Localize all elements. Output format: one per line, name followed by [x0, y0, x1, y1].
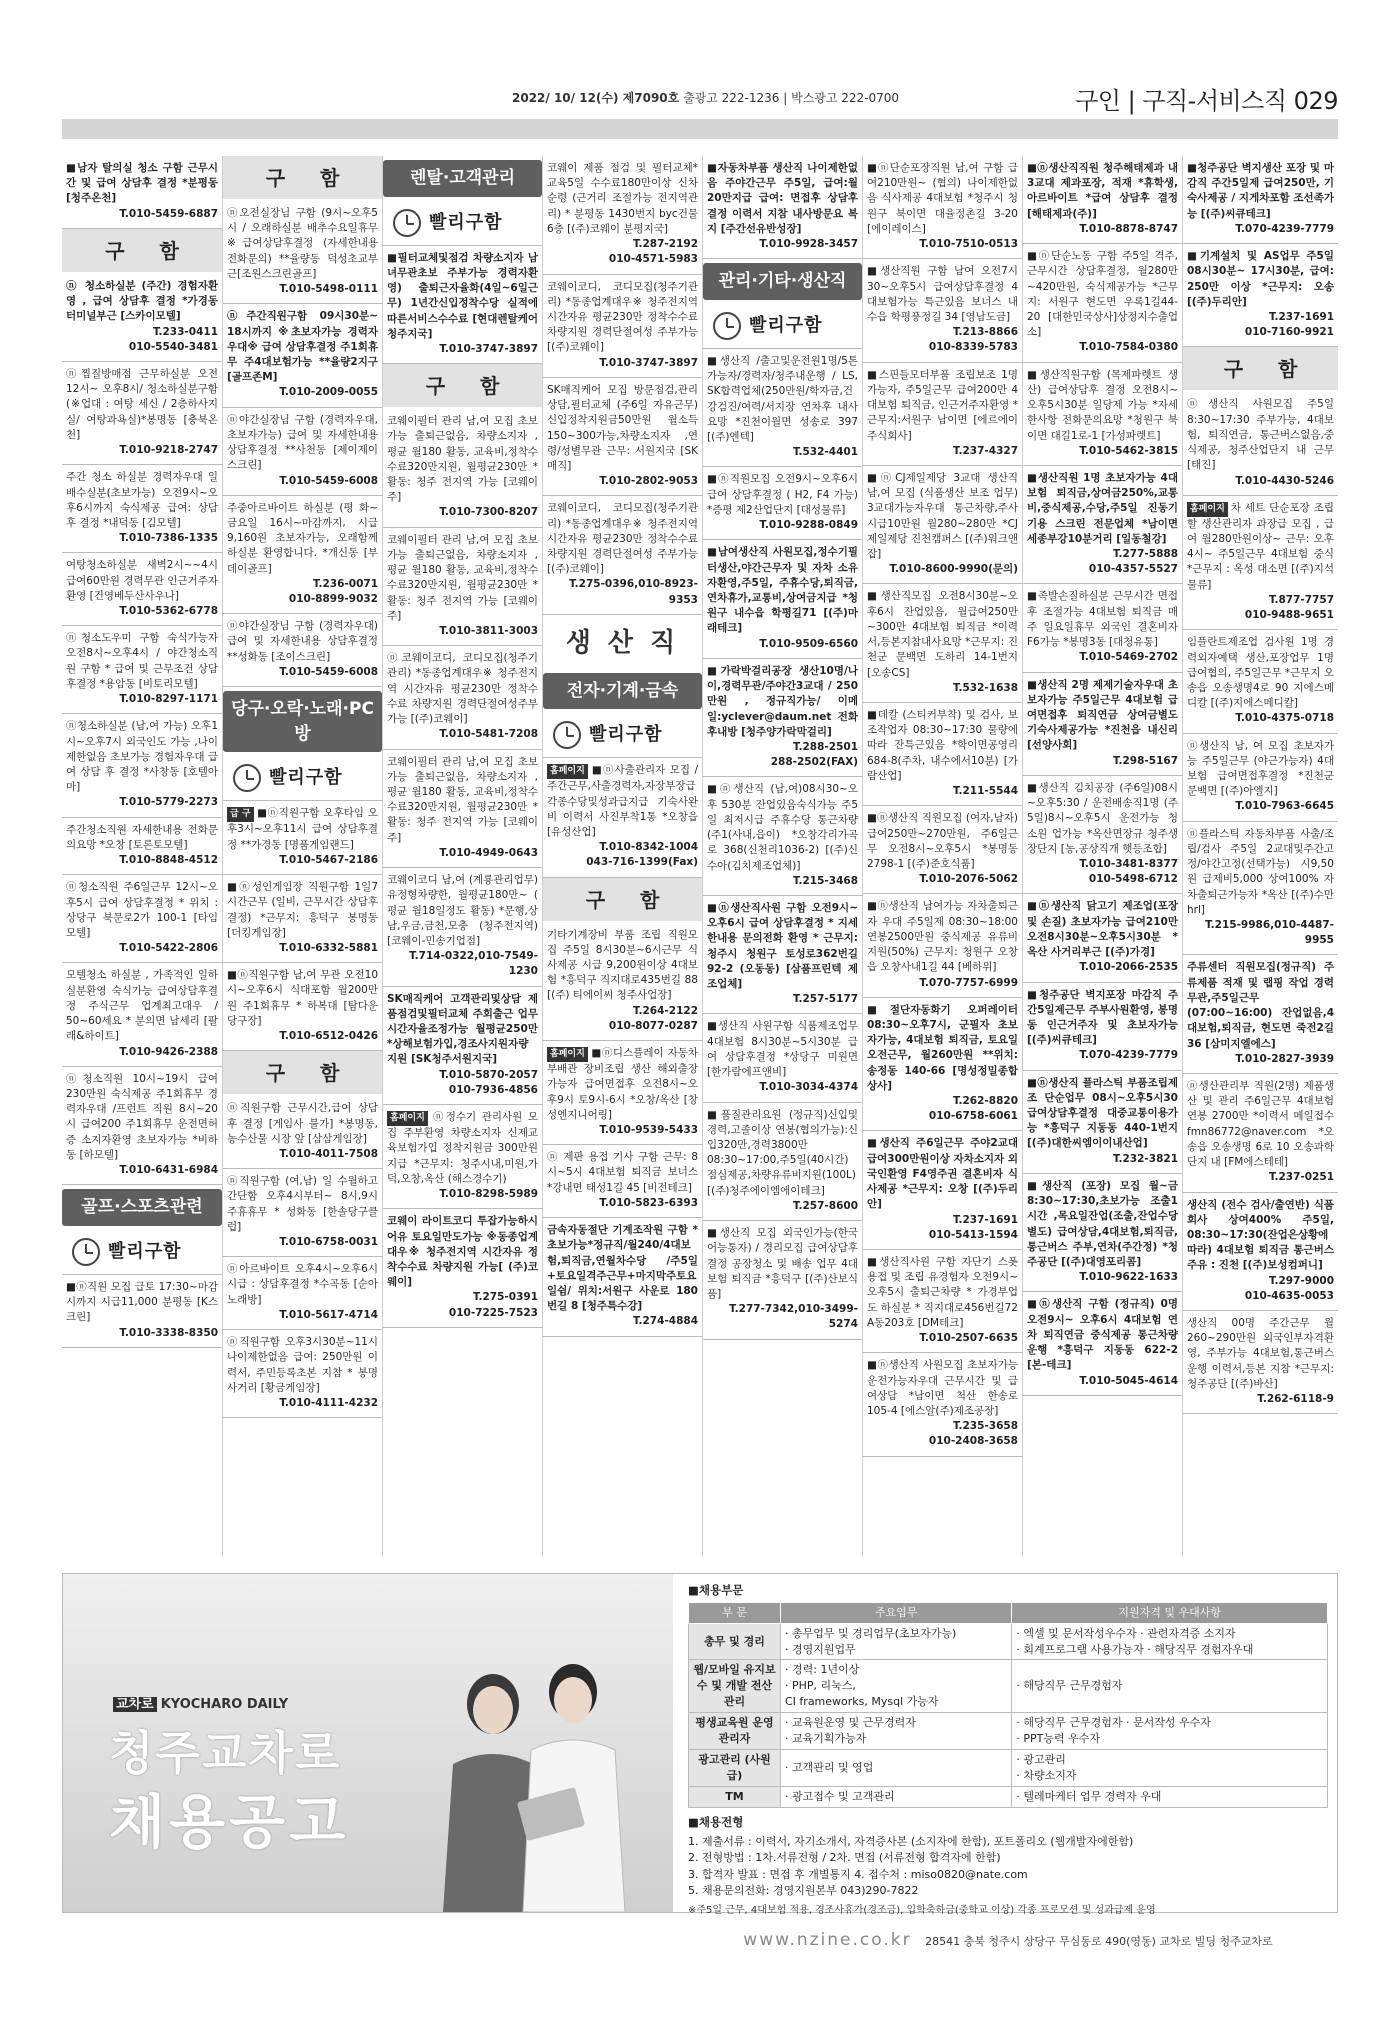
- ad: ■기계설치 및 AS업무 주5일 08시30분~ 17시30분, 급여: 250만 이상 *근무지: 오송 [(주)두리안] T.237-1691 010-7160-9921: [1183, 244, 1338, 347]
- ad: ⓝ 제판 용접 기사 구함 근무: 8시~5시 4대보험 퇴직금 보너스 *강내면 태성1길 45 [비전테크] T.010-5823-6393: [543, 1145, 702, 1218]
- ad: 코웨이코디, 코디모집(청주기관리) *동종업계대우※ 청주전지역 시간자유 평균230만 정착수수료 차량지원 경력단절여성 주부가능 [(주)코웨이] T.275-0396,010-8923-9353: [543, 496, 702, 615]
- recruit-table: [688, 1602, 1328, 1808]
- category-label: 당구·오락·노래·PC방: [223, 691, 382, 752]
- process-title: ■채용전형: [688, 1814, 744, 1829]
- ad: ⓝ청소도우미 구함 숙식가능자 오전8시~오후4시 / 야간청소직원 구함 * 급여 및 근무조건 상담후결정 *용암동 [비토리모텔] T.010-8297-1171: [62, 626, 222, 714]
- ad: ⓝ직원구함 오후3시30분~11시 나이제한없음 급여: 250만원 이력서, 주민등록초본 지참 * 봉명사거리 [황금게임장] T.010-4111-4232: [223, 1330, 382, 1418]
- table-row: [689, 1750, 1328, 1787]
- section-header: 구 함: [223, 156, 382, 199]
- ad: ■필터교체및점검 차량소지자 남녀무관초보 주부가능 경력자환영) 출퇴근자율화(4일~6일근무) 1년간신입정착수당 실적에따른서비스수수료 [현대렌탈케어청주지국] T.010-3747-3897: [383, 246, 542, 365]
- ad: ■생산직 (포장) 모집 월~금 8:30~17:30,초보가능 조출1시간 ,목요일잔업(조출,잔업수당별도) 급여상담,4대보험,퇴직금,통근버스 주부,연차(주간정) *청주공단 [(주)대영포리콤] T.010-9622-1633: [1023, 1174, 1182, 1293]
- duty-cell: · 교육원운영 및 근무경력자 · 교육기획가능자: [781, 1713, 1012, 1750]
- ad: ■ⓝ생산직 구함 (정규직) 0명 오전9시~ 오후6시 4대보험 연차 퇴직연금 중식제공 통근차량운행 *흥덕구 지동동 622-2 [본-테크] T.010-5045-4614: [1023, 1292, 1182, 1395]
- ad: SK매직케어 모집 방문점검,관리상담,필터교체 (주6일 자유근무)신입정착지원금50만원 월소득150~300가능,차량소지자 ,연령/성별무관 근무: 서원지국 [SK매직] T.010-2802-9053: [543, 378, 702, 497]
- section-header: 구 함: [383, 364, 542, 407]
- kyocharo-logo: 교차로 KYOCHARO DAILY: [113, 1696, 288, 1715]
- process-section: [688, 1814, 1328, 1900]
- ad: ■생산직 2명 제제기술자우대 초보자가능 주5일근무 4대보험 급여면접후 퇴직연금 상여금별도 기숙사제공가능 *진천읍 내신리 [선양사회] T.298-5167: [1023, 673, 1182, 776]
- qual-cell: · 텔레마케터 업무 경력자 우대: [1012, 1787, 1328, 1808]
- column-7: [1022, 156, 1182, 1556]
- qual-cell: · 해당직무 근무경험자: [1012, 1660, 1328, 1713]
- table-row: [689, 1623, 1328, 1660]
- ad: ⓝ야간실장님 구함 (경력자우대, 초보자가능) 급여 및 자세한내용 상담후결정 **사천동 [제이제이스크린] T.010-5459-6008: [223, 408, 382, 496]
- dept-cell: 총무 및 경리: [689, 1623, 781, 1660]
- ad: 기타기계장비 부품 조립 직원모집 주5일 8시30분~6시근무 식사제공 시급 9,200원이상 4대보험 *흥덕구 직지대로435번길 88 [(주) 티에이씨 청주사업장] T.264-2122 010-8077-0287: [543, 923, 702, 1042]
- ad: ■자동차부품 생산직 나이제한없음 주야간근무 주5일, 급여:월 20만지급 급여: 면접후 상담후 결정 이력서 지참 내사방문요 복지 [주간선유반성장] T.010-9928-3457: [703, 156, 862, 259]
- process-step: 5. 채용문의전화: 경영지원본부 043)290-7822: [688, 1884, 919, 1898]
- quick-hire-header: 빨리구함: [62, 1230, 222, 1275]
- ad: 코웨이 라이트코디 투잡가능하시어유 토요일만도가능 ※동종업계대우※ 청주전지역 시간자유 정착수수료 차량지원 가능[ (주)코웨이] T.275-0391 010-7225-7523: [383, 1209, 542, 1328]
- ad: ⓝ아르바이트 오후4시~오후6시 시급 : 상담후결정 *수곡동 [순아노래방] T.010-5617-4714: [223, 1257, 382, 1330]
- ad: ■남여생산직 사원모집,정수기필터생산,야간근무자 및 자차 소유자환영,주5일, 주휴수당,퇴직금,연차휴가,교통비,상여금지급 *청원구 내수읍 학평길71 [(주)마래테크] T.010-9509-6560: [703, 540, 862, 659]
- people-photo: [413, 1644, 643, 1912]
- process-step: 3. 합격자 발표 : 면접 후 개별통지 4. 접수처 : miso0820@nate.com: [688, 1867, 1028, 1881]
- process-step: 2. 전형방법 : 1차.서류전형 / 2차. 면접 (서류전형 합격자에 한함): [688, 1851, 1001, 1865]
- ad: 금속자동절단 기계조작원 구함 *초보가능*정규직/월240/4대보험,퇴직금,연월차수당 /주5일+토요일격주근무+마지막주토요일쉼/ 위치:서원구 사운로 180번길 8 [청주특수강] T.274-4884: [543, 1218, 702, 1337]
- ad: ■ⓝ직원 모집 급토 17:30~마감 시까지 시급11,000 분평동 [K스크린] T.010-3338-8350: [62, 1275, 222, 1348]
- ad: ■생산직원구함 (목제파렛트 생산) 급여상담후 결정 오전8시~오후5시30분 일당제 가능 *자세한사항 전화문의요망 *청원구 북이면 대길1로-1 [가성파렛트] T.010-5462-3815: [1023, 363, 1182, 466]
- ad: 여탕청소하실분 새벽2시~~4시 급여60만원 경력무관 인근거주자환영 [건영베두산사우나] T.010-5362-6778: [62, 553, 222, 626]
- ad: 홈페이지 차 세트 단순포장 조립할 생산관리자 과장급 모집 , 급여 월280만원이상~ 근무: 오후4시~ 주5일근무 4대보험 중식 *근무지 : 옥성 대소면 [(주)지석물류] T.877-7757 010-9488-9651: [1183, 496, 1338, 631]
- ad: ⓝ생산직 남, 여 모집 초보자가능 주5일근무 (야근가능자) 4대보험 급여면접후결정 *진천군 문백면 [(주)아엘지] T.010-7963-6645: [1183, 734, 1338, 822]
- dept-cell: 웹/모바일 유지보수 및 개발 전산관리: [689, 1660, 781, 1713]
- ad: ■스핀들모터부품 조립보조 1명 가능자, 주5일근무 급여200만 4대보험 퇴직금, 인근거주자환영 *근무지:서원구 남이면 [에르에이 주식회사] T.237-4327: [863, 363, 1022, 466]
- quick-hire-header: 빨리구함: [703, 304, 862, 349]
- column-4: [542, 156, 702, 1556]
- section-title: 구인 | 구직-서비스직 029: [1075, 87, 1338, 115]
- ad: ■ⓝ생산직 (남,여)08시30~오후 530분 잔업있음숙식가능 주5일 최저시급 주휴수당 통근차량(주1(사내,읍이) *오창각리가곡로 368(신천리1036-2) [(주)신수아(김치제조업체)] T.215-3468: [703, 777, 862, 896]
- quick-hire-header: 빨리구함: [543, 713, 702, 758]
- ad: ■데칼 (스티커부착) 및 검사, 보조작업자 08:30~17:30 물량에따라 잔특근있음 *학이면공영리 684-8(주차, 내수에서10분) [가람산업] T.211-5544: [863, 703, 1022, 806]
- ad: ⓝ청소직원 주6일근무 12시~오후5시 급여 상담후결정 * 위치 : 상당구 북문로2가 100-1 [타임모텔] T.010-5422-2806: [62, 875, 222, 963]
- ad: ■생산직 모집 외국인가능(한국어능통자) / 경리모집 급여상담후결정 공장청소 및 배송 업무 4대보험 퇴직금 *흥덕구 [(주)산보식품] T.277-7342,010-3499-5274: [703, 1221, 862, 1340]
- ad: ■생산직원 구함 남여 오전7시30~오후5시 급여상담후결정 4대보험가능 특근있음 보너스 내수읍 학평풍정길 34 [영남도금] T.213-8866 010-8339-5783: [863, 259, 1022, 362]
- duty-cell: · 총무업무 및 경리업무(초보자가능) · 경영지원업무: [781, 1623, 1012, 1660]
- benefits-note: ※주5일 근무, 4대보험 적용, 경조사휴가(경조금), 입학축하금(중학교 이상) 각종 프로모션 및 성과급제 운영: [688, 1904, 1156, 1916]
- address: 28541 충북 청주시 상당구 무심동로 490(영동) 교차로 빌딩 청주교차로: [925, 1935, 1273, 1949]
- ad: ■ⓝ단순노동 구함 주5일 격주, 근무시간 상담후결정, 월280만~420만원, 숙식제공가능 *근무지: 서원구 현도면 우록1길44-20 [대한민국상사]상정지수출업소] T.010-7584-0380: [1023, 244, 1182, 363]
- recruitment-info: [688, 1582, 1328, 1953]
- website-link[interactable]: www.nzine.co.kr: [743, 1930, 912, 1951]
- ad: ■절단자동화기 오퍼레이터 08:30~오후7시, 군필자 초보자가능, 4대보험 퇴직금, 토요일오전근무, 월260만원 **위치: 송정동 140-66 [명성정밀종합상사] T.262-8820 010-6758-6061: [863, 998, 1022, 1132]
- classified-columns: [62, 156, 1338, 1566]
- table-header: 부 문: [689, 1602, 781, 1623]
- recruitment-ad: [62, 1573, 1338, 1951]
- ad: ■ⓝ직원모집 오전9시~오후6시 급여 상담후결정 ( H2, F4 가능) *증평 제2산업단지 [대성물류] T.010-9288-0849: [703, 467, 862, 540]
- column-8: [1182, 156, 1338, 1556]
- ad: SK매직케어 고객관리및상담 제품점검및필터교체 주회출근 업무시간자율조정가능 월평균250만 *상해보험가입,경조사지원자량지원 [SK청주서원지국] T.010-5870-2057 010-7936-4856: [383, 987, 542, 1106]
- dept-cell: TM: [689, 1787, 781, 1808]
- masthead: [62, 84, 1338, 116]
- ad: ⓝ직원구함 근무시간,급여 상담후 결정 [게임사 불가] *봉명동,농수산물 시장 앞 [삼삼게임장] T.010-4011-7508: [223, 1096, 382, 1169]
- dept-cell: 평생교육원 운영관리자: [689, 1713, 781, 1750]
- table-row: [689, 1787, 1328, 1808]
- ad: ⓝ직원구함 (여,남) 일 수월하고 간단함 오후4시부터~ 8시,9시 주휴휴무 * 성화동 [한솔당구클럽] T.010-6758-0031: [223, 1169, 382, 1257]
- column-1: [62, 156, 222, 1556]
- ad: ■남자 탈의실 청소 구함 근무시간 및 급여 상담후 결정 *분평동[청주온천] T.010-5459-6887: [62, 156, 222, 229]
- ad: ■족발손질하실분 근무시간 면접후 조절가능 4대보험 퇴직금 매주 일요일휴무 외국인 결혼비자 F6가능 *봉명3동 [대청유통] T.010-5469-2702: [1023, 584, 1182, 672]
- section-header: 구 함: [223, 1051, 382, 1094]
- quick-hire-header: 빨리구함: [383, 201, 542, 246]
- column-2: [222, 156, 382, 1556]
- ad: ⓝ청소하실분 (남,여 가능) 오후1시~오후7시 외국인도 가능 ,나이제한없음 초보가능 경험자우대 급여 상담 후 결정 *사창동 [호텔아마] T.010-5779-2273: [62, 714, 222, 817]
- ad: ■생산직 김치공장 (주6일)08시~오후5:30 / 운전배송직1명 (주5일)8시~오후5시 운전가능 청소원 업가능 *옥산면장규 청주생장단지 [농,공상직개 햇등조합] T.010-3481-8377 010-5498-6712: [1023, 776, 1182, 895]
- section-header: 구 함: [1183, 347, 1338, 390]
- promo-subtitle: 채용공고: [109, 1788, 350, 1856]
- ad: 임플란트제조업 검사원 1명 경력외자예택 생산,포장업무 1명 급여협의, 주5일근무 *근무지 오송읍 오송생명4로 90 지에스메디칼 [(주)지에스메디칼] T.010-4375-0718: [1183, 630, 1338, 733]
- qual-cell: · 광고관리 · 차량소지자: [1012, 1750, 1328, 1787]
- quick-hire-header: 빨리구함: [223, 756, 382, 801]
- duty-cell: · 광고접수 및 고객관리: [781, 1787, 1012, 1808]
- section-header: 구 함: [543, 878, 702, 921]
- ad: ■생산직모집 오전8시30분~오후6시 잔업있음, 월급여250만~300만 4대보험 퇴직금 *이력서,등본지참내사요망 *근무지: 진천군 문백면 도하리 14-1번지 [오송CS] T.532-1638: [863, 584, 1022, 703]
- ad: ■ⓝ직원구함 남,여 무관 오전10시~오후6시 식대포함 월200만원 주1회휴무 * 하복대 [탐다운당구장] T.010-6512-0426: [223, 963, 382, 1051]
- ad: ■생산직사원 구함 자단기 스폿용접 및 조립 유경험자 오전9시~오후5시 출퇴근차량 * 가경부업도 하실분 * 직지대로456번길72 A동203호 [DM테크] T.010-2507-6635: [863, 1250, 1022, 1353]
- ad: 홈페이지 ■ⓝ사출관리자 모집 / 주간근무,사출경력자,자장부장급 각종수당및성과급지급 기숙사완비 이력서 사진부착1통 *오창읍 [유성산업] T.010-8342-1004 043-716-1399(Fax): [543, 758, 702, 877]
- section-header: 구 함: [62, 229, 222, 272]
- ad: ■생산직원 1명 초보자가능 4대보험 퇴직금,상여금250%,교통비,중식제공,수당,주5일 진동기기용 스크린 전문업체 *남이면 세종부강10분거리 [일동철강] T.277-5888 010-4357-5527: [1023, 466, 1182, 585]
- promo-title: 청주교차로: [109, 1726, 342, 1780]
- ad: 주간청소직원 자세한내용 전화문의요망 *오창 [토론토모텔] T.010-8848-4512: [62, 818, 222, 876]
- ad: 급 구 ■ⓝ직원구함 오후타임 오후3시~오후11시 급여 상담후결정 **가경동 [명품게임랜드] T.010-5467-2186: [223, 801, 382, 875]
- clock-icon: [713, 312, 741, 340]
- column-6: [862, 156, 1022, 1556]
- ad: ⓝ청소직원 10시~19시 급여230만원 숙식제공 주1회휴무 경력자우대 /프런트 직원 8시~20시 급여200 주1회휴무 운전면허증 소지자환영 초보자가능 *비하동 [하모텔] T.010-6431-6984: [62, 1067, 222, 1186]
- ad: 코웨이 제품 점검 및 필터교체* 교육5일 수수료180만이상 신차 순령 (근거리 조절가능 전지역관리) * 분평동 1430번지 byc건물 6층 [(주)코웨이 분평지국] T.287-2192 010-4571-5983: [543, 156, 702, 275]
- ad: ⓝ찜질방매점 근무하실분 오전12시~ 오후8시/ 청소하실분구함 (※업대 : 여탕 세신 / 2층하사지실/ 여탕과욕실)*봉명동 [충북온천] T.010-9218-2747: [62, 362, 222, 465]
- ad: ■가락박걸리공장 생산10명/나이,경력무관/주야간3교대 / 250만원 , 정규직가능/ 이메일:yclever@daum.net 전화후내방 [청주양가락막걸리] T.288-2501 288-2502(FAX): [703, 659, 862, 778]
- ad: ■생산직 사원구함 식품제조업무 4대보험 8시30분~5시30분 급여 상담후결정 *상당구 미원면 [한가람에프앤비] T.010-3034-4374: [703, 1014, 862, 1102]
- ad: ■ⓝCJ제일제당 3교대 생산직 남,여 모집 (식품생산 보조 업무) 3교대가능자우대 통근차량,주사 시급10만원 월280~280만 *CJ제일제당 진천캠퍼스 [(주)워크앤잡] T.010-8600-9990(문의): [863, 466, 1022, 585]
- ad: 코웨이필터 관리 남,여 모집 초보가능 출퇴근없음, 차량소지자 , 평균 월180 활동, 교육비,정착수수료320만지원, 월평균230만 *활동: 청주 전지역 가능 [코웨이주] T.010-4949-0643: [383, 750, 542, 869]
- ad: 주류센터 직원모집(정규직) 주류제품 적재 및 랩핑 작업 경력무관,주5일근무(07:00~16:00) 잔업없음,4대보험,퇴직금, 현도면 죽전2길36 [삼미지엘에스] T.010-2827-3939: [1183, 955, 1338, 1074]
- clock-icon: [233, 764, 261, 792]
- category-label: 골프·스포츠관련: [62, 1189, 222, 1226]
- ad: ⓝ주간직원구함 09시30분~ 18시까지 ※초보자가능 경력자우대※ 급여 상담후결정 주1회휴무 주4대보험가능 **율량2지구 [골프존M] T.010-2009-0055: [223, 304, 382, 407]
- ad: ■ⓝ생산직 사원모집 초보자가능 운전가능자우대 근무시간 및 급여상담 *남이면 척산 한송로 105-4 [에스알(주)제조공장] T.235-3658 010-2408-3658: [863, 1353, 1022, 1456]
- table-row: [689, 1713, 1328, 1750]
- ad: ■ⓝ생산직 남여가능 자차출퇴근자 우대 주5일제 08:30~18:00 연봉2500만원 중식제공 유류비지원(50%) 근무지: 청원구 오창읍 오창사내1길 44 [베하위] T.070-7757-6999: [863, 894, 1022, 997]
- ad: ■ⓝ생산직 닭고기 제조업(포장 및 손질) 초보자가능 급여210만 오전8시30분~오후5시30분 *옥산 사거리부근 [(주)가경] T.010-2066-2535: [1023, 894, 1182, 982]
- footer: [688, 1928, 1328, 1953]
- process-step: 1. 제출서류 : 이력서, 자기소개서, 자격증사본 (소지자에 한함), 포트폴리오 (웹개발자에한함): [688, 1834, 1134, 1848]
- ad: 주중아르바이트 하실분 (평 화~금요일 16시~마감까지, 시급9,160원 초보자가능, 오래함께 하실분 환영합니다. *개신동 [부데이골프] T.236-0071 010-8899-9032: [223, 496, 382, 615]
- category-label: 전자·기계·금속: [543, 673, 702, 710]
- ad: ⓝ오전실장님 구함 (9시~오후5시 / 오래하실분 배추수요일휴무 ※급여상담후결정 (자세한내용 전화문의) **율량동 덕성초교부근[조원스크린골프] T.010-5498-0111: [223, 201, 382, 304]
- clock-icon: [393, 209, 421, 237]
- ad: 모텔청소 하실분 , 가족적인 일하실분환영 숙식가능 급여상담후결정 주식근무 업계최고대우 / 50~60세요 * 분의면 남세리 [팔래&하이트] T.010-9426-2388: [62, 963, 222, 1066]
- category-label: 렌탈·고객관리: [383, 160, 542, 197]
- ad: ■ⓝ생산직직원 청주해태제과 내 3교대 제과포장, 적재 *휴학생, 아르바이트 *급여 상담후 결정 [해태제과(주)] T.010-8878-8747: [1023, 156, 1182, 244]
- ad: 코웨이코디 남,여 (계룡관리업무) 유정형차량한, 월평균180만~ ( 평균 월18일정도 활동) *문행,상남,우금,금천,모충 (청주전지역) [코웨이-민송기업점] T.714-0322,010-7549-1230: [383, 868, 542, 987]
- table-header: 주요업무: [781, 1602, 1012, 1623]
- ad: ■ⓝ단순포장직원 남,여 구함 급여210만원~ (협의) 나이제한없음 식사제공 4대보험 *청주시 청원구 북이면 대율정촌길 3-20 [에이레이스] T.010-7510-0513: [863, 156, 1022, 259]
- ad: ■ⓝ생산직 플라스틱 부품조립제조 단순업무 08시~오후5시30 급여상담후결정 대중교통이용가능 *흥덕구 지동동 440-1번지 [(주)대한씨엠이이내산업] T.232-3821: [1023, 1071, 1182, 1174]
- ad: 홈페이지 ■ⓝ디스플레이 자동차부배관 장비조립 생산 해외출장가능자 급여면접후 오전8시~오후9시 토9시-6시 *오창/옥산 [창성엔지니어링] T.010-9539-5433: [543, 1041, 702, 1145]
- ad: ■ⓝ생산직 직원모집 (여자,남자) 급여250만~270만원, 주6일근무 오전8시~오후5시 *봉명동 2798-1 [(주)준호식품] T.010-2076-5062: [863, 806, 1022, 894]
- ad: ■품질관리요원 (정규직)신입및경력,고졸이상 연봉(협의가능):신입320만,경력3800만 08:30~17:00,주5일(40시간) 점심제공,차량유류비지원(100L) [(주)청주에이엠에이테크] T.257-8600: [703, 1103, 862, 1222]
- ad: ■생산직 /출고및운전원1명/5톤가능자/경력자/청주내운행 / LS, SK합력업체(250만원/학자금,건강검진/여력/서지장 연차후 내사요망 *진천이월면 성송로 397 [(주)엔텍] T.532-4401: [703, 349, 862, 468]
- qual-cell: · 엑셀 및 문서작성우수자 · 관련자격증 소지자 · 회계프로그램 사용가능자 · 해당직무 경험자우대: [1012, 1623, 1328, 1660]
- ad: 코웨이필터 관리 남,여 모집 초보가능 출퇴근없음, 차량소지자 , 평균 월180 활동, 교육비,정착수수료320만지원, 월평균230만 *활동: 청주 전지역 가능 [코웨이주] T.010-7300-8207: [383, 409, 542, 528]
- duty-cell: · 경력: 1년이상 · PHP, 리눅스, CI frameworks, Mysql 가능자: [781, 1660, 1012, 1713]
- clock-icon: [553, 721, 581, 749]
- ad: ⓝ플라스틱 자동차부품 사출/조립/검사 주5일 2교대및주간고정/야간고정(선택가능) 시9,50원 급제비5,000 상여100% 자차출퇴근가능자 *옥산 [(주)수만hrl] T.215-9986,010-4487-9955: [1183, 822, 1338, 956]
- dept-cell: 광고관리 (사원급): [689, 1750, 781, 1787]
- ad: ⓝ코웨이코디, 코디모집(청주기관리) *동종업계대우※ 청주전지역 시간자유 평균230만 정착수수료 차량지원 경력단절여성주부가능 [(주)코웨이] T.010-5481-7208: [383, 646, 542, 749]
- duty-cell: · 고객관리 및 영업: [781, 1750, 1012, 1787]
- ad: ⓝ야간실장님 구함 (경력자우대) 급여 및 자세한내용 상담후결정 **성화동 [조이스크린] T.010-5459-6008: [223, 614, 382, 687]
- recruit-section-title: ■채용부문: [688, 1583, 744, 1597]
- category-title: 생 산 직: [543, 619, 702, 669]
- ad: 주간 청소 하실분 경력자우대 일 배수실분(초보가능) 오전9시~오후6시까지 숙식제공 급여: 상담후 결정 *내덕동 [김모텔] T.010-7386-1335: [62, 465, 222, 553]
- promo-banner: [63, 1574, 673, 1912]
- ad: ■ⓝ성인게임장 직원구함 1일7시간근무 (일비, 근무시간 상담후 결정) *근무지: 흥덕구 봉명동 [더킹게임장] T.010-6332-5881: [223, 875, 382, 963]
- ad: 코웨이필터 관리 남,여 모집 초보가능 출퇴근없음, 차량소지자 , 평균 월180 활동, 교육비,정착수수료320만지원, 월평균230만 *활동: 청주 전지역 가능 [코웨이주] T.010-3811-3003: [383, 528, 542, 647]
- header-bar: [62, 119, 1338, 139]
- ad: ⓝ 청소하실분 (주간) 경험자환영 , 급여 상담후 결정 *가경동 터미널부근 [스카이모텔] T.233-0411 010-5540-3481: [62, 274, 222, 362]
- table-row: [689, 1660, 1328, 1713]
- ad: ⓝ생산직 사원모집 주5일 8:30~17:30 주부가능, 4대보험, 퇴직연금, 통근버스없음,중식제공, 청주산업단지 내 근무 [태진] T.010-4430-5246: [1183, 392, 1338, 495]
- column-5: [702, 156, 862, 1556]
- column-3: [382, 156, 542, 1556]
- ad: 생산직 (전수 검사/출연반) 식품회사 상여400% 주5일, 08:30~17:30(잔업은상황에따라) 4대보험 퇴직금 통근버스 주유 : 진천 [(주)보성컴퍼니] T.297-9000 010-4635-0053: [1183, 1193, 1338, 1312]
- ad: 생산직 00명 주간근무 월260~290만원 외국인부자격환영, 주부가능 4대보험,통근버스운행 이력서,등본 지참 *근무지:청주공단 [(주)바산] T.262-6118-9: [1183, 1311, 1338, 1414]
- table-header: 지원자격 및 우대사항: [1012, 1602, 1328, 1623]
- ad: ■청주공단 벽지생산 포장 및 마감직 주간5일제 급여250만, 기숙사제공 / 지게차포함 조선족가능 [(주)씨큐테크] T.070-4239-7779: [1183, 156, 1338, 244]
- qual-cell: · 해당직무 근무경험자 · 문서작성 우수자 · PPT능력 우수자: [1012, 1713, 1328, 1750]
- ad: ■생산직 주6일근무 주야2교대 급여300만원이상 자차소지자 외국인환영 F4영주권 결혼비자 식사제공 *근무지: 오창 [(주)두리안] T.237-1691 010-5413-1594: [863, 1131, 1022, 1250]
- ad: ■청주공단 벽지포장 마감직 주간5일제근무 주부사원환영, 봉명동 인근거주자 및 초보자가능 [(주)씨큐테크] T.070-4239-7779: [1023, 983, 1182, 1071]
- ad: 코웨이코디, 코디모집(청주기관리) *동종업계대우※ 청주전지역 시간자유 평균230만 정착수수료 차량지원 경력단절여성 주부가능 [(주)코웨이] T.010-3747-3897: [543, 275, 702, 378]
- ad: ⓝ생산관리부 직원(2명) 제품생산 및 관리 주6일근무 4대보험 연봉 2700만 *이력서 메일접수 fmn86772@naver.com *오송읍 오송생명 6로 10 오송과학단지 내 [FM에스테테] T.237-0251: [1183, 1074, 1338, 1193]
- issue-info: 2022/ 10/ 12(수) 제7090호 출광고 222-1236 | 박스광고 222-0700: [512, 91, 900, 105]
- ad: 홈페이지 ⓝ정수기 관리사원 모집 주부환영 차량소지자 신제교육보험가입 정착지원금 300만원지급 *근무지: 청주시내,미원,가덕,오창,옥산 (해스경수기) T.010-8298-5989: [383, 1105, 542, 1209]
- clock-icon: [72, 1238, 100, 1266]
- category-label: 관리·기타·생산직: [703, 263, 862, 300]
- ad: ■ⓝ생산직사원 구함 오전9시~오후6시 급여 상담후결정 * 지세한내용 문의전화 환영 * 근무지: 청주시 청원구 토성로362번길 92-2 (오동동) [삼품프린텍 제조업체] T.257-5177: [703, 896, 862, 1015]
